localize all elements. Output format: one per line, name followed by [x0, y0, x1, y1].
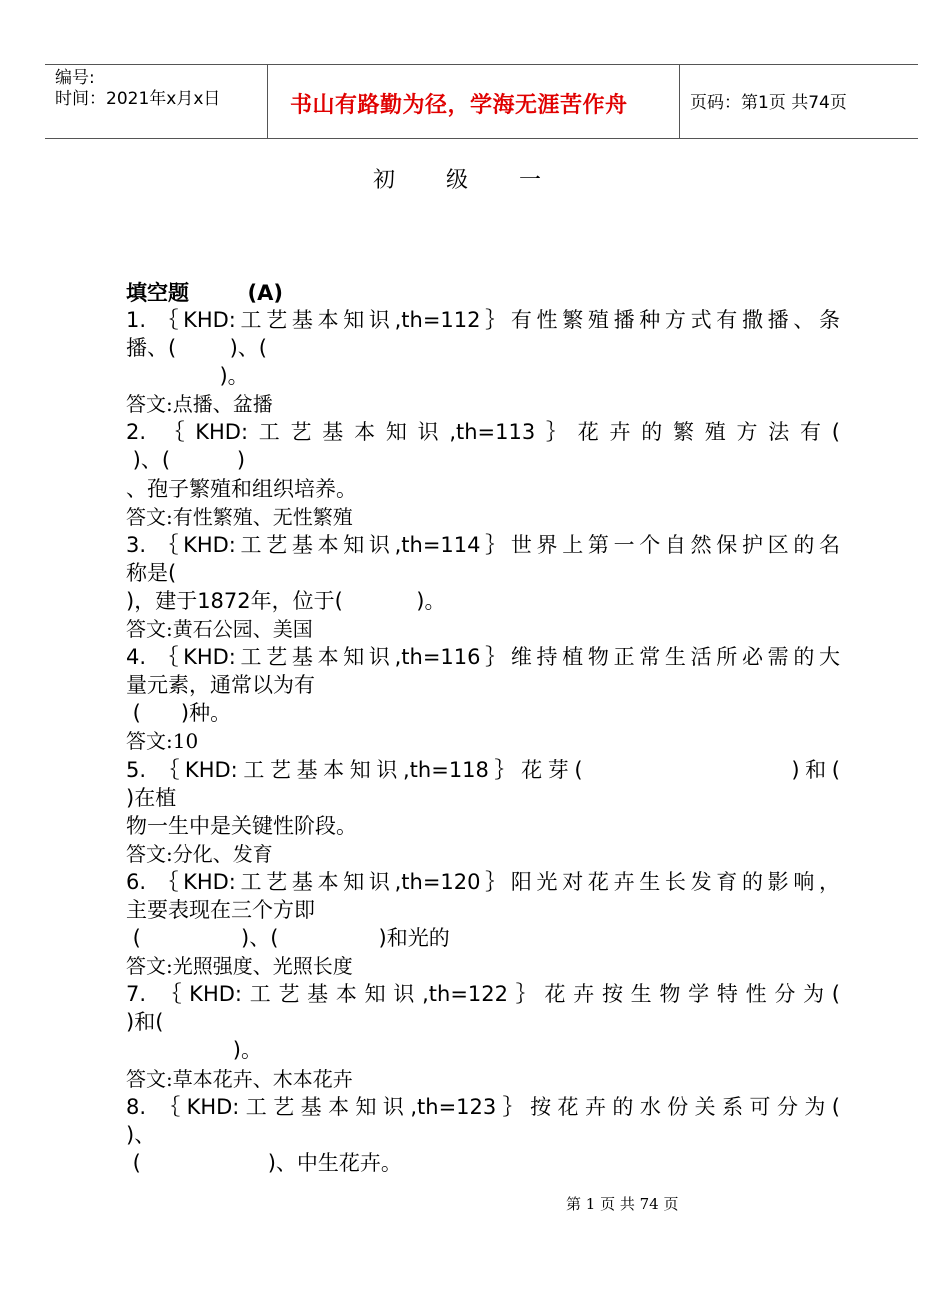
question-line: 8. ｛KHD:工艺基本知识,th=123｝按花卉的水份关系可分为( [126, 1094, 840, 1119]
serial-label: 编号: [55, 68, 95, 88]
question-line: 物一生中是关键性阶段。 [126, 813, 357, 838]
question-line: 1. ｛KHD:工艺基本知识,th=112｝有性繁殖播种方式有撒播、条 [126, 308, 840, 332]
header-divider-right [679, 64, 680, 139]
answer-line: 答文:分化、发育 [126, 841, 273, 866]
question-list [126, 306, 840, 1177]
answer-line: 答文:光照强度、光照长度 [126, 954, 353, 979]
question-line: )、 [126, 1122, 156, 1147]
answer-line: 答文:有性繁殖、无性繁殖 [126, 504, 353, 529]
question-line: )，建于1872年，位于( )。 [126, 588, 446, 613]
header-bottom-rule [45, 138, 918, 139]
question-line: )。 [126, 364, 249, 389]
question-line: ( )种。 [126, 701, 232, 726]
time-label: 时间：2021年x月x日 [55, 89, 221, 109]
question-line: )在植 [126, 785, 177, 810]
question-line: 主要表现在三个方即 [126, 897, 315, 922]
answer-line: 答文:草本花卉、木本花卉 [126, 1066, 353, 1091]
question-line: )和( [126, 1010, 164, 1035]
question-line: )。 [126, 1038, 262, 1063]
question-line: )、( ) [126, 448, 246, 473]
page-footer: 第 1 页 共 74 页 [566, 1195, 679, 1213]
header-top-rule [45, 64, 918, 65]
question-line: 3. ｛KHD:工艺基本知识,th=114｝世界上第一个自然保护区的名 [126, 532, 840, 557]
page-info: 页码：第1页 共74页 [690, 93, 847, 113]
page-title: 初 级 一 [373, 168, 563, 193]
answer-line: 答文:10 [126, 729, 199, 754]
question-line: ( )、( )和光的 [126, 926, 450, 951]
question-line: 4. ｛KHD:工艺基本知识,th=116｝维持植物正常生活所必需的大 [126, 645, 840, 670]
answer-line: 答文:点播、盆播 [126, 392, 273, 417]
question-line: 量元素，通常以为有 [126, 673, 315, 698]
question-line: ( )、中生花卉。 [126, 1150, 402, 1175]
question-line: 6. ｛KHD:工艺基本知识,th=120｝阳光对花卉生长发育的影响， [126, 869, 840, 894]
question-line: 2. ｛KHD:工艺基本知识,th=113｝花卉的繁殖方法有( [126, 420, 840, 445]
section-heading: 填空题 (A) [126, 281, 283, 305]
header-divider-left [267, 64, 268, 139]
question-line: 称是( [126, 560, 177, 585]
answer-line: 答文:黄石公园、美国 [126, 617, 313, 642]
question-line: 播、( )、( [126, 336, 267, 361]
question-line: 7. ｛KHD:工艺基本知识,th=122｝花卉按生物学特性分为( [126, 982, 840, 1007]
question-line: 5. ｛KHD:工艺基本知识,th=118｝花芽( )和( [126, 757, 840, 782]
question-line: 、孢子繁殖和组织培养。 [126, 476, 357, 501]
motto: 书山有路勤为径，学海无涯苦作舟 [290, 93, 628, 118]
